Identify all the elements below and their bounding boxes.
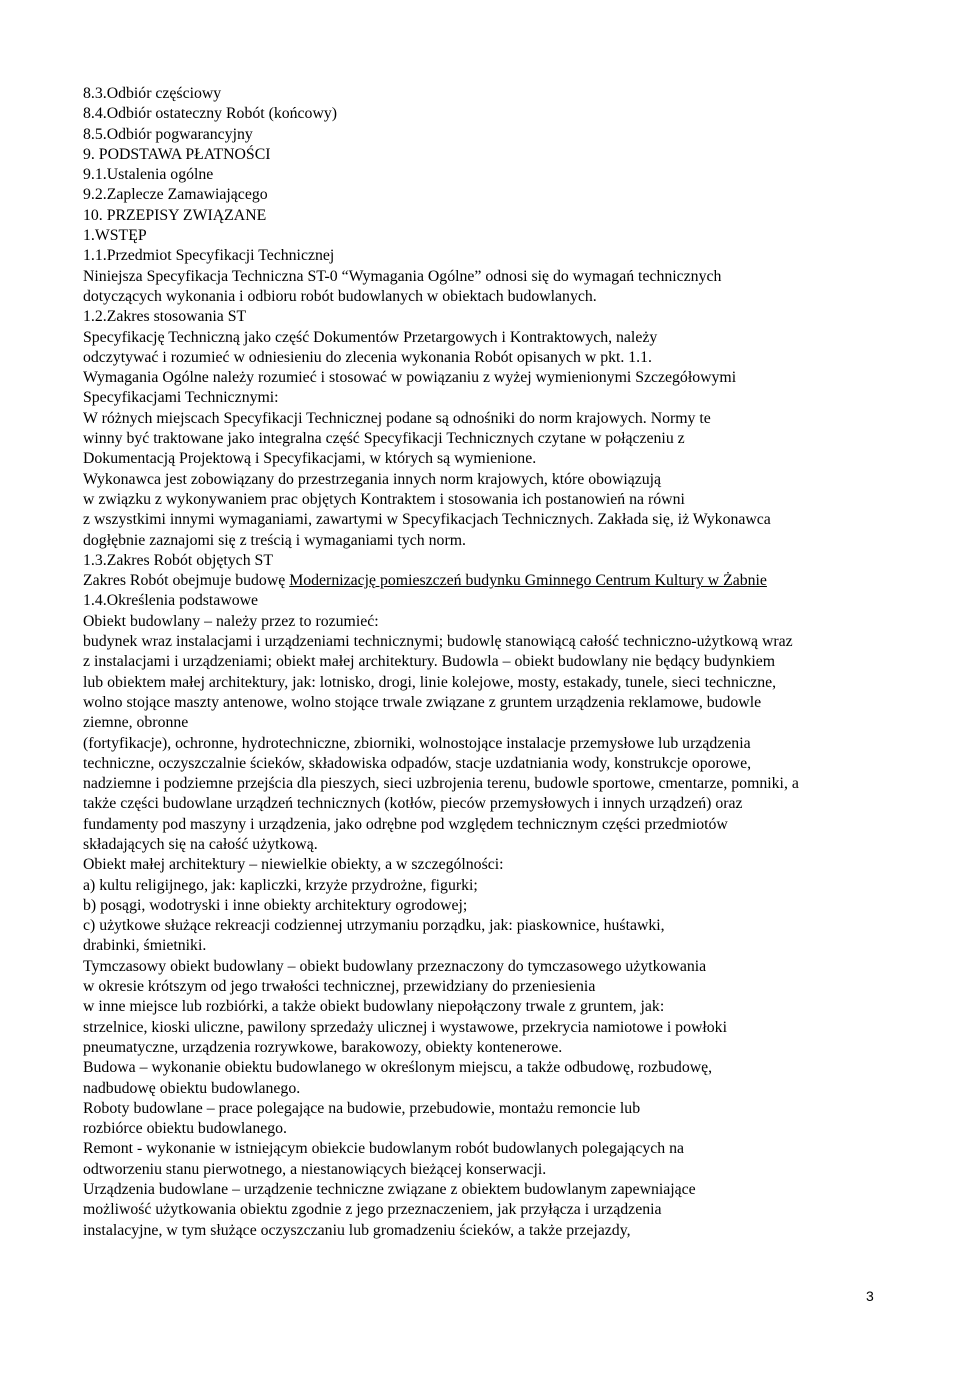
text-line: nadziemne i podziemne przejścia dla pieszych, sieci uzbrojenia terenu, budowle sportowe, cmentarze, pomniki, a [83,775,799,793]
text-line: ziemne, obronne [83,714,189,732]
text-line: rozbiórce obiektu budowlanego. [83,1120,287,1138]
text-line: lub obiektem małej architektury, jak: lotnisko, drogi, linie kolejowe, mosty, estakady, tunele, sieci techniczne, [83,673,777,691]
text-line: Specyfikację Techniczną jako część Dokumentów Przetargowych i Kontraktowych, należy [83,328,658,346]
text-line: 8.3.Odbiór częściowy [83,85,222,102]
text-line: Tymczasowy obiekt budowlany – obiekt budowlany przeznaczony do tymczasowego użytkowania [83,957,707,975]
text-line: Dokumentacją Projektową i Specyfikacjami, w których są wymienione. [83,450,537,468]
text-line: winny być traktowane jako integralna część Specyfikacji Technicznych czytane w połączeniu z [83,430,685,448]
document-page [83,84,883,1241]
text-line: Wykonawca jest zobowiązany do przestrzegania innych norm krajowych, które obowiązują [83,470,662,488]
scope-underlined-text: Modernizację pomieszczeń budynku Gminnego Centrum Kultury w Żabnie [289,572,767,590]
text-line: 8.4.Odbiór ostateczny Robót (końcowy) [83,105,338,123]
text-line: także części budowlane urządzeń technicznych (kotłów, pieców przemysłowych i innych urządzeń) oraz [83,795,743,813]
text-line: 1.1.Przedmiot Specyfikacji Technicznej [83,247,335,265]
text-line: nadbudowę obiektu budowlanego. [83,1079,301,1097]
text-line: z instalacjami i urządzeniami; obiekt małej architektury. Budowla – obiekt budowlany nie będący budynkiem [83,653,776,671]
text-line: drabinki, śmietniki. [83,937,207,955]
text-line: Roboty budowlane – prace polegające na budowie, przebudowie, montażu remoncie lub [83,1099,641,1117]
text-line: 9.1.Ustalenia ogólne [83,166,214,184]
text-line: Urządzenia budowlane – urządzenie techniczne związane z obiektem budowlanym zapewniające [83,1181,696,1199]
text-line: wolno stojące maszty antenowe, wolno stojące trwale związane z gruntem urządzenia reklamowe, budowle [83,693,762,711]
text-line: Obiekt małej architektury – niewielkie obiekty, a w szczególności: [83,856,504,874]
text-line: składających się na całość użytkową. [83,835,318,853]
text-line: 10. PRZEPISY ZWIĄZANE [83,206,267,224]
scope-line [83,571,883,591]
text-line: odtworzeniu stanu pierwotnego, a niestanowiących bieżącej konserwacji. [83,1160,547,1178]
text-line: 1.2.Zakres stosowania ST [83,308,247,326]
text-line: z wszystkimi innymi wymaganiami, zawartymi w Specyfikacjach Technicznych. Zakłada się, iż Wykonawca [83,511,771,529]
text-line: 1.4.Określenia podstawowe [83,592,259,610]
text-line: 1.3.Zakres Robót objętych ST [83,551,273,569]
text-line: 1.WSTĘP [83,227,147,245]
text-line: a) kultu religijnego, jak: kapliczki, krzyże przydrożne, figurki; [83,876,478,894]
text-line: Obiekt budowlany – należy przez to rozumieć: [83,612,379,630]
text-line: b) posągi, wodotryski i inne obiekty architektury ogrodowej; [83,896,468,914]
page-number: 3 [866,1288,874,1304]
text-line: (fortyfikacje), ochronne, hydrotechniczne, zbiorniki, wolnostojące instalacje przemysłowe lub urządzenia [83,734,751,752]
text-line: Wymagania Ogólne należy rozumieć i stosować w powiązaniu z wyżej wymienionymi Szczegółowymi [83,369,737,387]
text-line: w okresie krótszym od jego trwałości technicznej, przewidziany do przeniesienia [83,978,596,996]
text-line: Remont - wykonanie w istniejącym obiekcie budowlanym robót budowlanych polegających na [83,1140,684,1158]
text-line: 9.2.Zaplecze Zamawiającego [83,186,268,204]
text-line: 9. PODSTAWA PŁATNOŚCI [83,145,271,163]
text-line: strzelnice, kioski uliczne, pawilony sprzedaży ulicznej i wystawowe, przekrycia namiotowe i powłoki [83,1018,727,1036]
scope-prefix: Zakres Robót obejmuje budowę [83,572,290,590]
text-line: Specyfikacjami Technicznymi: [83,389,279,407]
text-line: techniczne, oczyszczalnie ścieków, składowiska odpadów, stacje uzdatniania wody, konstrukcje oporowe, [83,754,752,772]
text-line: odczytywać i rozumieć w odniesieniu do zlecenia wykonania Robót opisanych w pkt. 1.1. [83,348,652,366]
text-line: W różnych miejscach Specyfikacji Technicznej podane są odnośniki do norm krajowych. Normy te [83,409,711,427]
text-line: w inne miejsce lub rozbiórki, a także obiekt budowlany niepołączony trwale z gruntem, jak: [83,998,665,1016]
text-line: Niniejsza Specyfikacja Techniczna ST-0 “Wymagania Ogólne” odnosi się do wymagań technicznych [83,267,722,285]
text-line: Budowa – wykonanie obiektu budowlanego w określonym miejscu, a także odbudowę, rozbudowę, [83,1059,713,1077]
text-line: budynek wraz instalacjami i urządzeniami technicznymi; budowlę stanowiącą całość techniczno-użytkową wraz [83,633,793,651]
text-line: pneumatyczne, urządzenia rozrywkowe, barakowozy, obiekty kontenerowe. [83,1038,563,1056]
text-line: fundamenty pod maszyny i urządzenia, jako odrębne pod względem technicznym części przedmiotów [83,815,728,833]
text-line: dotyczących wykonania i odbioru robót budowlanych w obiektach budowlanych. [83,287,597,305]
text-line: dogłębnie zaznajomi się z treścią i wymaganiami tych norm. [83,531,466,549]
text-line: 8.5.Odbiór pogwarancyjny [83,125,253,143]
text-line: instalacyjne, w tym służące oczyszczaniu lub gromadzeniu ścieków, a także przejazdy, [83,1221,631,1239]
text-line: c) użytkowe służące rekreacji codziennej utrzymaniu porządku, jak: piaskownice, huśtawki, [83,917,665,935]
text-line: w związku z wykonywaniem prac objętych Kontraktem i stosowania ich postanowień na równi [83,490,685,508]
text-line: możliwość użytkowania obiektu zgodnie z jego przeznaczeniem, jak przyłącza i urządzenia [83,1201,662,1219]
